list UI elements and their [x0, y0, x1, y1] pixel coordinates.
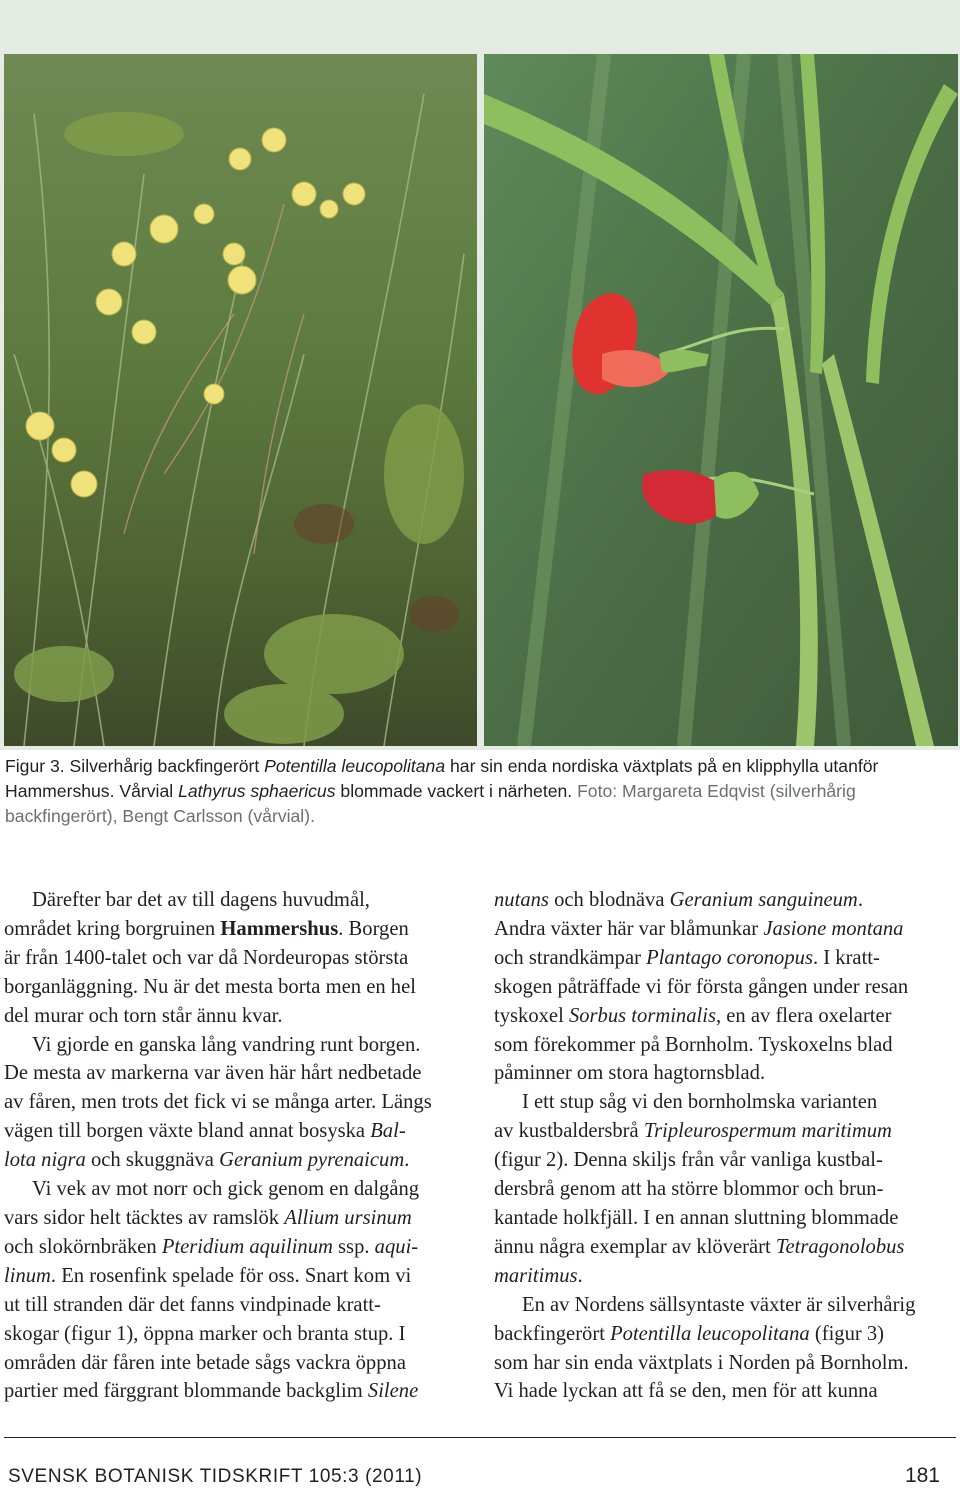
text-line	[4, 1146, 466, 1175]
text-run: . En rosenfink spelade för oss. Snart kom vi	[50, 1264, 412, 1287]
text-run: De mesta av markerna var även här hårt nedbetade	[4, 1062, 422, 1085]
text-run: tyskoxel	[494, 1004, 569, 1027]
text-run: ännu några exemplar av klöverärt	[494, 1235, 776, 1258]
text-run: områden där fåren inte betade sågs vackra öppna	[4, 1351, 406, 1374]
text-line	[4, 973, 466, 1002]
text-line	[4, 1377, 466, 1406]
text-run: kantade holkfjäll. I en annan sluttning blommade	[494, 1206, 899, 1229]
species-name: Jasione montana	[763, 917, 904, 940]
text-line	[494, 1059, 956, 1088]
text-line	[4, 1320, 466, 1349]
text-line	[494, 1175, 956, 1204]
text-run: av kustbaldersbrå	[494, 1120, 644, 1143]
species-name: Sorbus torminalis	[568, 1004, 716, 1027]
text-run: backfingerört	[494, 1322, 611, 1345]
species-name: Silene	[367, 1380, 419, 1403]
text-run: del murar och torn står ännu kvar.	[4, 1004, 283, 1027]
page-number: 181	[904, 1464, 940, 1487]
text-line	[494, 1377, 956, 1406]
caption-species: Potentilla leucopolitana	[264, 756, 446, 776]
species-name: Allium ursinum	[284, 1206, 412, 1229]
caption-label: Figur 3.	[5, 756, 65, 776]
species-name: linum	[4, 1264, 51, 1287]
text-line	[4, 1088, 466, 1117]
text-run: Vi vek av mot norr och gick genom en dalgång	[32, 1178, 420, 1201]
footer-rule	[4, 1437, 956, 1438]
text-run: Andra växter här var blåmunkar	[494, 917, 764, 940]
text-run: påminner om stora hagtornsblad.	[494, 1062, 766, 1085]
text-run: borganläggning. Nu är det mesta borta men en hel	[4, 975, 416, 998]
lathyrus-photo-image	[484, 54, 958, 746]
text-line	[494, 886, 956, 915]
text-run: och skuggnäva	[85, 1149, 220, 1172]
text-run: .	[404, 1149, 410, 1172]
species-name: Geranium sanguineum	[669, 889, 858, 911]
text-run: (figur 3)	[809, 1322, 885, 1345]
text-line	[4, 886, 466, 915]
text-run: och strandkämpar	[494, 946, 647, 969]
text-line	[4, 1262, 466, 1291]
text-line	[4, 1233, 466, 1262]
text-line	[494, 1146, 956, 1175]
species-name: Plantago coronopus	[646, 946, 813, 969]
lathyrus-photo	[484, 54, 958, 746]
potentilla-photo-image	[4, 54, 477, 746]
text-run: (figur 2). Denna skiljs från vår vanliga kustbal-	[494, 1149, 883, 1172]
text-run: Vi hade lyckan att få se den, men för att kunna	[494, 1380, 878, 1403]
text-line	[4, 1059, 466, 1088]
text-line	[4, 1175, 466, 1204]
text-line	[494, 1117, 956, 1146]
body-column-right	[494, 886, 956, 1406]
species-name: Geranium pyrenaicum	[219, 1149, 405, 1172]
text-run: En av Nordens sällsyntaste växter är silverhårig	[522, 1293, 916, 1316]
text-line	[4, 1291, 466, 1320]
text-run: .	[577, 1264, 583, 1287]
text-run: är från 1400-talet och var då Nordeuropas största	[4, 946, 409, 969]
text-line	[4, 1031, 466, 1060]
species-name: aqui-	[374, 1235, 419, 1258]
text-line	[494, 1204, 956, 1233]
text-run: som har sin enda växtplats i Norden på Bornholm.	[494, 1351, 909, 1374]
body-column-left	[4, 886, 466, 1406]
species-name: Potentilla leucopolitana	[610, 1322, 810, 1345]
text-line	[4, 944, 466, 973]
text-run: . I kratt-	[812, 946, 880, 969]
caption-species: Lathyrus sphaericus	[178, 780, 336, 801]
text-line	[494, 1031, 956, 1060]
text-run: ssp.	[332, 1235, 375, 1258]
text-run: Därefter bar det av till dagens huvudmål,	[32, 889, 370, 911]
text-run: området kring borgruinen	[4, 917, 221, 940]
text-run: . Borgen	[338, 917, 409, 940]
text-run: vars sidor helt täcktes av ramslök	[4, 1206, 285, 1229]
species-name: Tetragonolobus	[775, 1235, 905, 1258]
text-line	[4, 1002, 466, 1031]
text-run: och blodnäva	[548, 889, 670, 911]
photo-credit: Foto: Margareta Edqvist (silverhårig backfingerört), Bengt Carlsson (vårvial).	[5, 780, 856, 826]
text-run: skogen påträffade vi för första gången under resan	[494, 975, 909, 998]
caption-text: Silverhårig backfingerört	[64, 756, 265, 776]
species-name: nutans	[494, 889, 549, 911]
text-line	[494, 1320, 956, 1349]
text-run: dersbrå genom att ha större blommor och brun-	[494, 1178, 884, 1201]
text-run: partier med färggrant blommande backglim	[4, 1380, 368, 1403]
text-line	[494, 1088, 956, 1117]
text-run: och slokörnbräken	[4, 1235, 162, 1258]
text-run: ut till stranden där det fanns vindpinade kratt-	[4, 1293, 381, 1316]
species-name: Pteridium aquilinum	[161, 1235, 333, 1258]
caption-text: har sin enda nordiska växtplats på en klipphylla utanför Hammershus. Vårvial	[5, 756, 879, 801]
text-run: I ett stup såg vi den bornholmska varianten	[522, 1091, 878, 1114]
text-line	[494, 1233, 956, 1262]
journal-name: SVENSK BOTANISK TIDSKRIFT 105:3 (2011)	[8, 1466, 423, 1487]
species-name: Tripleurospermum maritimum	[643, 1120, 892, 1143]
text-run: skogar (figur 1), öppna marker och branta stup. I	[4, 1322, 406, 1345]
text-run: som förekommer på Bornholm. Tyskoxelns blad	[494, 1033, 893, 1056]
text-line	[494, 915, 956, 944]
species-name: Bal-	[370, 1120, 406, 1143]
text-line	[494, 1262, 956, 1291]
text-line	[494, 973, 956, 1002]
text-line	[4, 1349, 466, 1378]
text-run: .	[857, 889, 863, 911]
text-line	[4, 1117, 466, 1146]
text-run: , en av flera oxelarter	[715, 1004, 892, 1027]
text-line	[494, 1002, 956, 1031]
text-run: vägen till borgen växte bland annat bosyska	[4, 1120, 371, 1143]
text-line	[4, 915, 466, 944]
species-name: lota nigra	[4, 1149, 86, 1172]
text-line	[494, 1291, 956, 1320]
text-line	[494, 944, 956, 973]
species-name: maritimus	[494, 1264, 578, 1287]
text-run: Vi gjorde en ganska lång vandring runt borgen.	[32, 1033, 421, 1056]
place-name: Hammershus	[220, 917, 339, 940]
text-line	[4, 1204, 466, 1233]
text-run: av fåren, men trots det fick vi se många arter. Längs	[4, 1091, 432, 1114]
text-line	[494, 1349, 956, 1378]
figure-caption	[5, 754, 950, 828]
potentilla-photo	[4, 54, 477, 746]
caption-text: blommade vackert i närheten.	[335, 780, 578, 801]
